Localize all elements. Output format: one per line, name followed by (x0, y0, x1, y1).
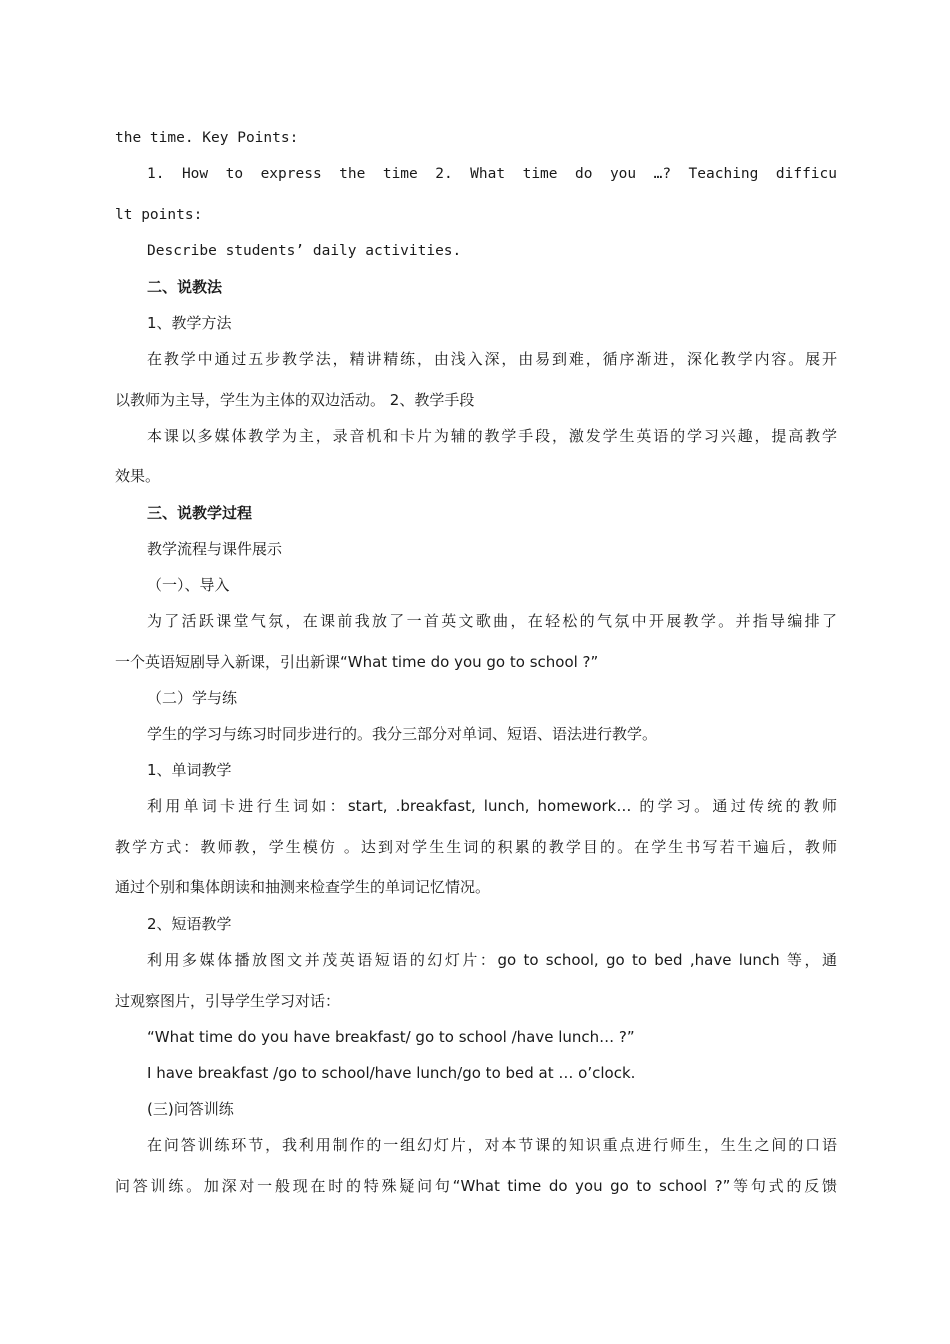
text-line: 1. How to express the time 2. What time do you …? Teaching difficu (147, 166, 837, 182)
text-line: lt points: (115, 207, 203, 223)
text-line: Describe students’ daily activities. (147, 243, 462, 259)
subheading: 1、单词教学 (147, 761, 232, 779)
subheading: 2、短语教学 (147, 915, 232, 933)
text-line: 以教师为主导，学生为主体的双边活动。 2、教学手段 (115, 391, 475, 409)
section-heading: 三、说教学过程 (147, 504, 253, 522)
subheading: （二）学与练 (147, 689, 238, 707)
text-line: “What time do you have breakfast/ go to school /have lunch… ?” (147, 1028, 635, 1046)
text-line: I have breakfast /go to school/have lunch/go to bed at … o’clock. (147, 1064, 636, 1082)
text-line: 本课以多媒体教学为主，录音机和卡片为辅的教学手段，激发学生英语的学习兴趣，提高教学 (147, 427, 837, 445)
text-line: 教学方式：教师教，学生模仿 。达到对学生生词的积累的教学目的。在学生书写若干遍后，教师 (115, 838, 837, 856)
subheading: （一）、导入 (147, 576, 230, 594)
text-line: 利用单词卡进行生词如：start, .breakfast, lunch, homework… 的学习。通过传统的教师 (147, 797, 837, 815)
text-line: 学生的学习与练习时同步进行的。我分三部分对单词、短语、语法进行教学。 (147, 725, 658, 743)
text-line: 过观察图片，引导学生学习对话： (115, 992, 341, 1010)
text-line: 通过个别和集体朗读和抽测来检查学生的单词记忆情况。 (115, 878, 491, 896)
text-line: 问答训练。加深对一般现在时的特殊疑问句“What time do you go to school ?”等句式的反馈 (115, 1177, 837, 1195)
text-line: 在问答训练环节，我利用制作的一组幻灯片，对本节课的知识重点进行师生，生生之间的口语 (147, 1136, 837, 1154)
subheading: (三)问答训练 (147, 1100, 234, 1118)
text-line: 一个英语短剧导入新课，引出新课“What time do you go to school ?” (115, 653, 599, 671)
text-line: 利用多媒体播放图文并茂英语短语的幻灯片：go to school, go to bed ,have lunch 等，通 (147, 951, 837, 969)
text-line: 为了活跃课堂气氛，在课前我放了一首英文歌曲，在轻松的气氛中开展教学。并指导编排了 (147, 612, 837, 630)
section-heading: 二、说教法 (147, 278, 223, 296)
text-line: 教学流程与课件展示 (147, 540, 283, 558)
text-line: 在教学中通过五步教学法，精讲精练，由浅入深，由易到难，循序渐进，深化教学内容。展开 (147, 350, 837, 368)
text-line: 效果。 (115, 467, 161, 485)
subheading: 1、教学方法 (147, 314, 232, 332)
text-line: the time. Key Points: (115, 130, 299, 146)
